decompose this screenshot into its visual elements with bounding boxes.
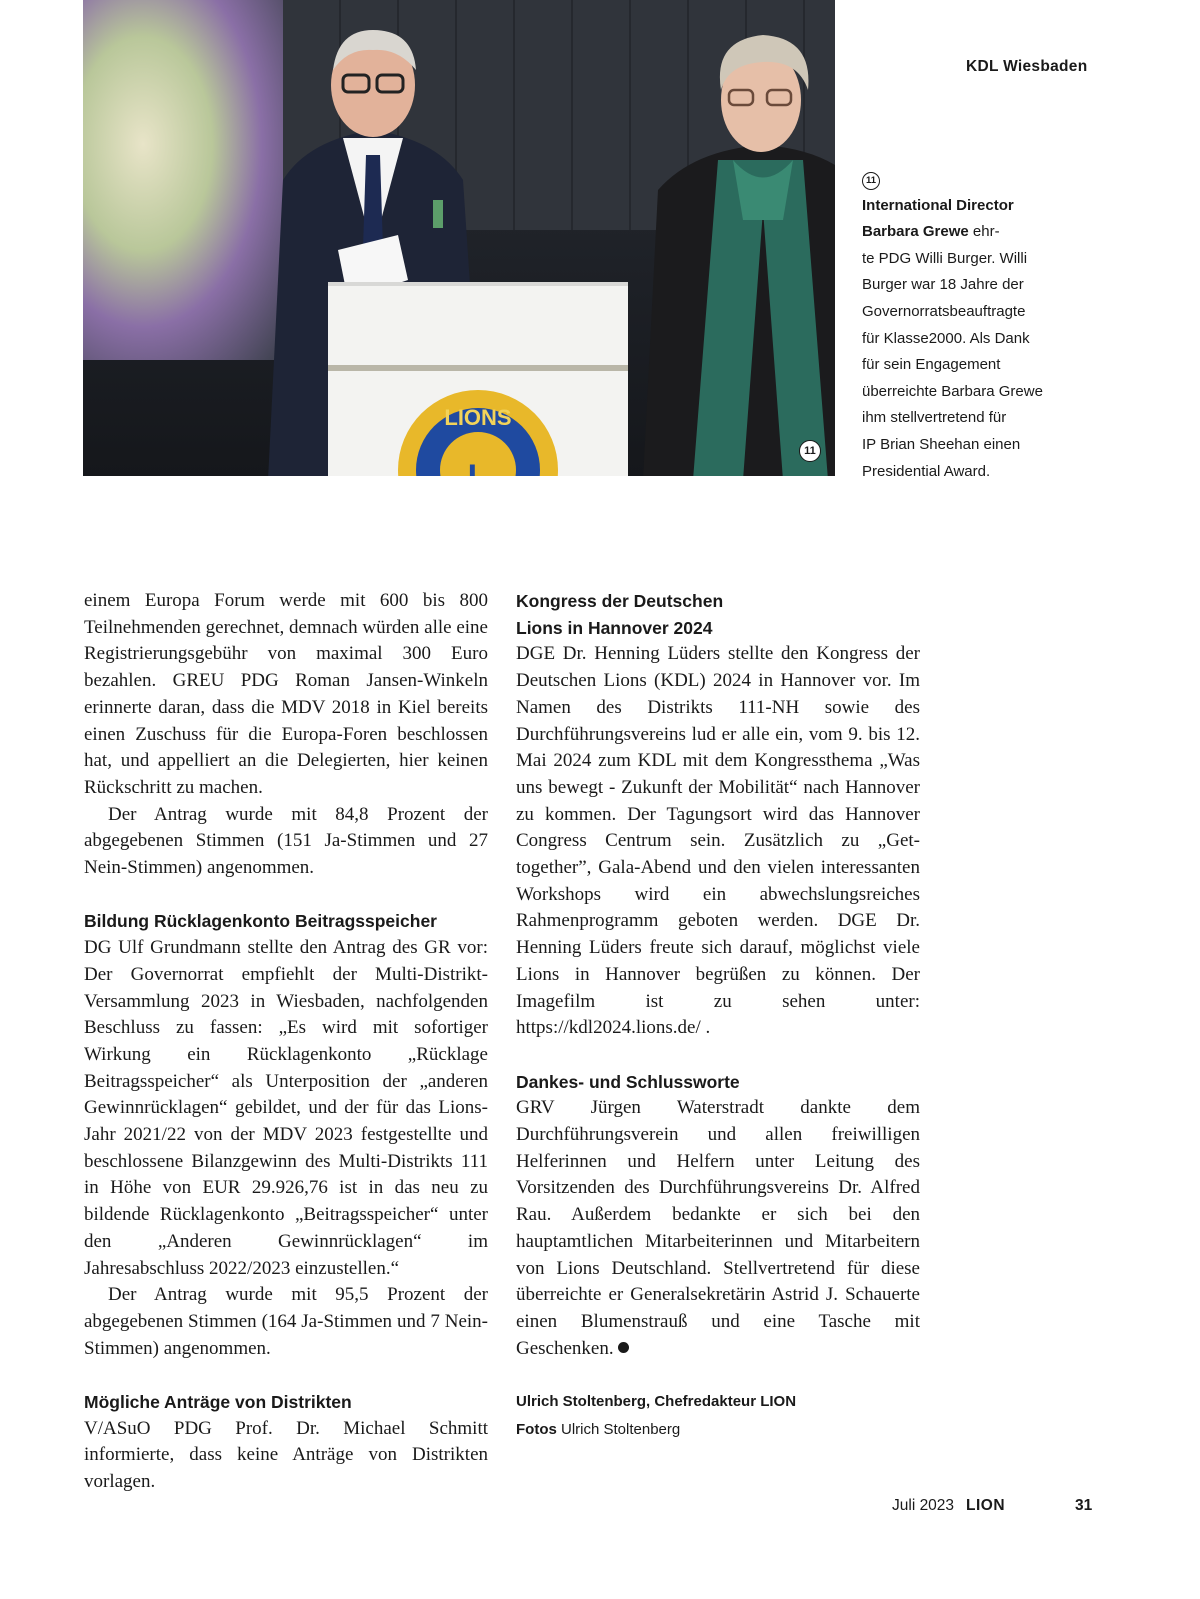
lions-logo-emblem <box>393 380 563 490</box>
caption-line: te PDG Willi Burger. Willi <box>862 249 1028 267</box>
section-heading-closing: Dankes- und Schlussworte <box>516 1071 740 1092</box>
caption-line: ihm stellvertretend für <box>862 409 1007 427</box>
article-column-left <box>84 588 488 1496</box>
lectern-band <box>328 365 628 371</box>
article-credits <box>516 1388 796 1444</box>
body-paragraph: Der Antrag wurde mit 95,5 Prozent der abgegebenen Stimmen (164 Ja-Stimmen und 7 Nein-Stimmen) angenommen. <box>84 1284 488 1359</box>
footer-page-number: 31 <box>1075 1497 1093 1514</box>
section-heading-reserve-account: Bildung Rücklagenkonto Beitragsspeicher <box>84 911 437 932</box>
logo-text: LIONS <box>444 405 512 430</box>
photo-caption <box>862 166 1092 485</box>
article-photo <box>83 0 835 490</box>
body-paragraph: einem Europa Forum werde mit 600 bis 800 Teilnehmenden gerechnet, demnach würden alle eine Registrierungsgebühr von maximal 300 Euro bezahlen. GREU PDG Roman Jansen-Winkeln erinnerte daran, dass die MDV 2018 in Kiel bereits einen Zuschuss für die Europa-Foren beschlossen hat, und appelliert an die Delegierten, hier keinen Rückschritt zu machen. <box>84 590 488 798</box>
caption-line: Governorratsbeauftragte <box>862 302 1026 320</box>
body-paragraph-closing <box>516 1095 920 1362</box>
caption-text-start: ehr- <box>968 223 1000 241</box>
heading-line: Lions in Hannover 2024 <box>516 617 713 638</box>
section-heading-congress <box>516 588 920 641</box>
body-paragraph: DGE Dr. Henning Lüders stellte den Kongress der Deutschen Lions (KDL) 2024 in Hannover vor. Im Namen des Distrikts 111-NH sowie des Durchführungsvereins lud er alle ein, vom 9. bis 12. Mai 2024 zum KDL mit dem Kongressthema „Was uns bewegt - Zukunft der Mobilität“ nach Hannover zu kommen. Der Tagungsort wird das Hannover Congress Centrum sein. Zusätzlich zu „Get-together”, Gala-Abend und den vielen interessanten Workshops wird ein abwechslungsreiches Rahmenprogramm geboten werden. DGE Dr. Henning Lüders freute sich darauf, möglichst viele Lions in Hannover begrüßen zu können. Der Imagefilm ist zu sehen unter: https://kdl2024.lions.de/ . <box>516 643 920 1039</box>
photo-number-badge: 11 <box>799 440 821 462</box>
logo-letter: L <box>467 458 489 490</box>
caption-line: Burger war 18 Jahre der <box>862 276 1024 294</box>
footer-magazine-name: LION <box>966 1497 1006 1514</box>
body-paragraph: DG Ulf Grundmann stellte den Antrag des GR vor: Der Governorrat empfiehlt der Multi-Distrikt-Versammlung 2023 in Wiesbaden, nachfolgenden Beschluss zu fassen: „Es wird mit sofortiger Wirkung ein Rücklagenkonto „Rücklage Beitragsspeicher“ als Unterposition der „anderen Gewinnrücklagen“ gebildet, und der für das Lions-Jahr 2021/22 von der MDV 2023 festgestellte und beschlossene Bilanzgewinn des Multi-Distrikts 111 in Höhe von EUR 29.926,76 ist in das neu zu bildende Rücklagenkonto „Beitragsspeicher“ unter den „Anderen Gewinnrücklagen“ im Jahresabschluss 2022/2023 einzustellen.“ <box>84 937 488 1279</box>
photo-credit-label: Fotos <box>516 1421 557 1438</box>
caption-bold-title: International Director <box>862 196 1014 214</box>
caption-number-badge: 11 <box>862 172 880 190</box>
article-column-right <box>516 588 920 1362</box>
caption-line: IP Brian Sheehan einen <box>862 435 1021 453</box>
section-heading-district-motions: Mögliche Anträge von Distrikten <box>84 1392 352 1413</box>
photo-credit-name: Ulrich Stoltenberg <box>556 1421 681 1438</box>
director-woman-figure <box>633 20 835 476</box>
section-label: KDL Wiesbaden <box>966 58 1088 75</box>
footer-issue-date: Juli 2023 <box>892 1497 955 1514</box>
caption-line: überreichte Barbara Grewe <box>862 382 1043 400</box>
heading-line: Kongress der Deutschen <box>516 591 724 611</box>
caption-line: für sein Engagement <box>862 356 1001 374</box>
caption-line: Presidential Award. <box>862 462 991 480</box>
article-end-mark-icon <box>618 1342 629 1353</box>
caption-line: für Klasse2000. Als Dank <box>862 329 1030 347</box>
closing-text: GRV Jürgen Waterstradt dankte dem Durchführungsverein und allen freiwilligen Helferinnen und Helfern unter Leitung des Vorsitzenden des Durchführungsvereins Dr. Alfred Rau. Außerdem bedankte er sich bei den hauptamtlichen Mitarbeiterinnen und Mitarbeitern von Lions Deutschland. Stellvertretend für diese überreichte er Generalsekretärin Astrid J. Schauerte einen Blumenstrauß und eine Tasche mit Geschenken. <box>516 1097 920 1359</box>
author-credit: Ulrich Stoltenberg, Chefredakteur LION <box>516 1393 797 1410</box>
body-paragraph: V/ASuO PDG Prof. Dr. Michael Schmitt informierte, dass keine Anträge von Distrikten vorlagen. <box>84 1417 488 1493</box>
caption-bold-name: Barbara Grewe <box>862 223 969 241</box>
body-paragraph: Der Antrag wurde mit 84,8 Prozent der abgegebenen Stimmen (151 Ja-Stimmen und 27 Nein-Stimmen) angenommen. <box>84 803 488 879</box>
